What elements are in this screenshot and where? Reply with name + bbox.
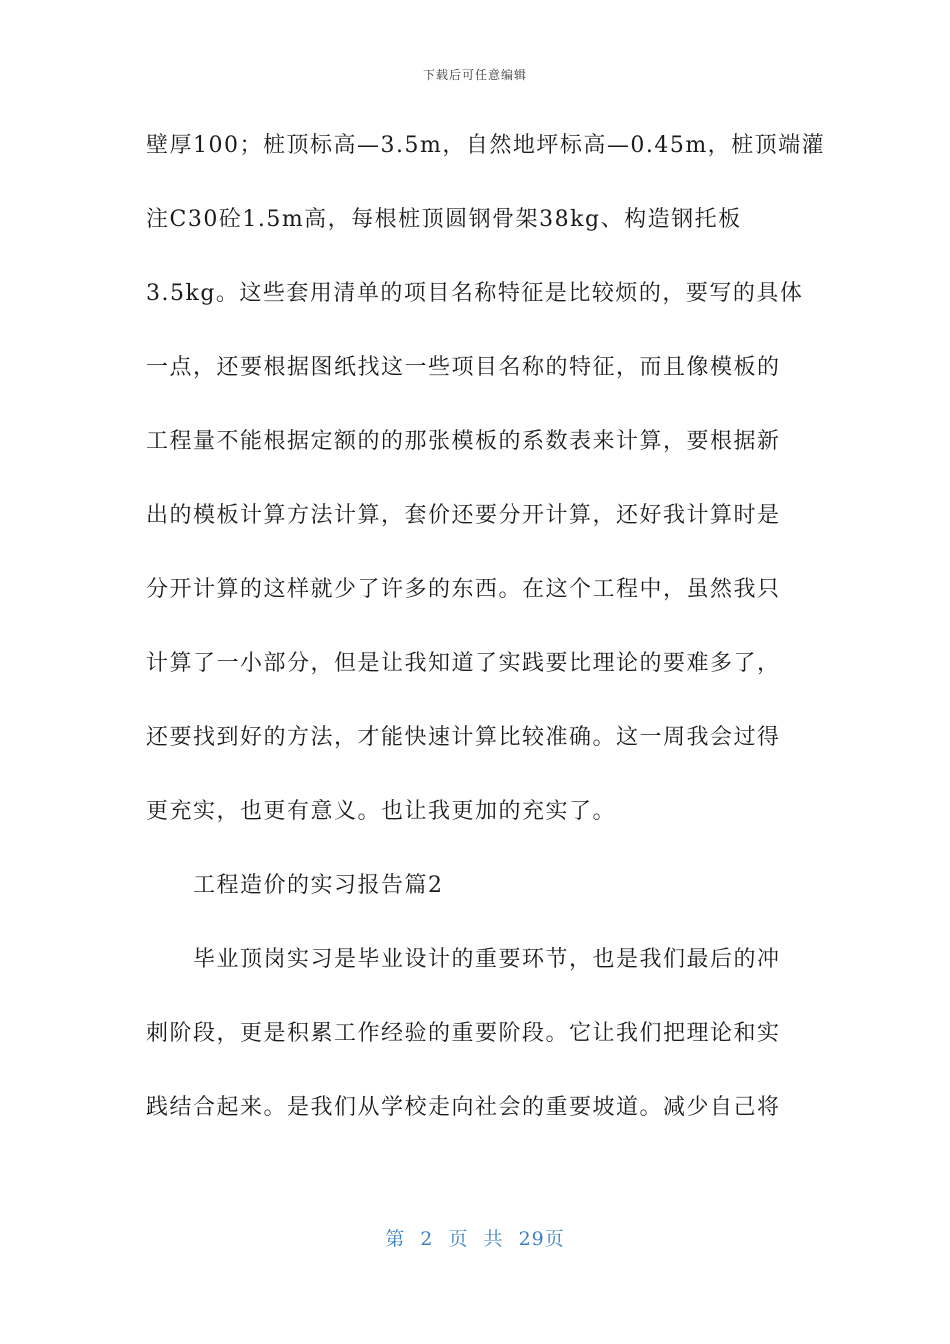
text-line: 毕业顶岗实习是毕业设计的重要环节，也是我们最后的冲 [193,947,781,972]
text-line: 还要找到好的方法，才能快速计算比较准确。这一周我会过得 [146,725,781,750]
text-line: 壁厚100；桩顶标高—3.5m，自然地坪标高—0.45m，桩顶端灌 [146,133,826,158]
document-body [146,122,826,1158]
text-line: 出的模板计算方法计算，套价还要分开计算，还好我计算时是 [146,503,781,528]
text-line: 更充实，也更有意义。也让我更加的充实了。 [146,799,617,824]
footer-di: 第 [385,1228,406,1250]
footer-gong: 共 [483,1228,504,1250]
text-line: 刺阶段，更是积累工作经验的重要阶段。它让我们把理论和实 [146,1021,781,1046]
text-line: 工程量不能根据定额的的那张模板的系数表来计算，要根据新 [146,429,781,454]
text-line: 计算了一小部分，但是让我知道了实践要比理论的要难多了， [146,651,781,676]
text-line: 一点，还要根据图纸找这一些项目名称的特征，而且像模板的 [146,355,781,380]
text-line: 注C30砼1.5m高，每根桩顶圆钢骨架38kg、构造钢托板 [146,207,742,232]
section-heading: 工程造价的实习报告篇2 [193,873,444,898]
page-footer [0,1224,950,1251]
text-line: 分开计算的这样就少了许多的东西。在这个工程中，虽然我只 [146,577,781,602]
text-line: 践结合起来。是我们从学校走向社会的重要坡道。减少自己将 [146,1095,781,1120]
header-note: 下载后可任意编辑 [422,68,527,82]
footer-total-pages: 29页 [518,1228,565,1250]
footer-page-number: 2 [420,1228,434,1250]
footer-ye: 页 [448,1228,469,1250]
text-line: 3.5kg。这些套用清单的项目名称特征是比较烦的，要写的具体 [146,281,804,306]
